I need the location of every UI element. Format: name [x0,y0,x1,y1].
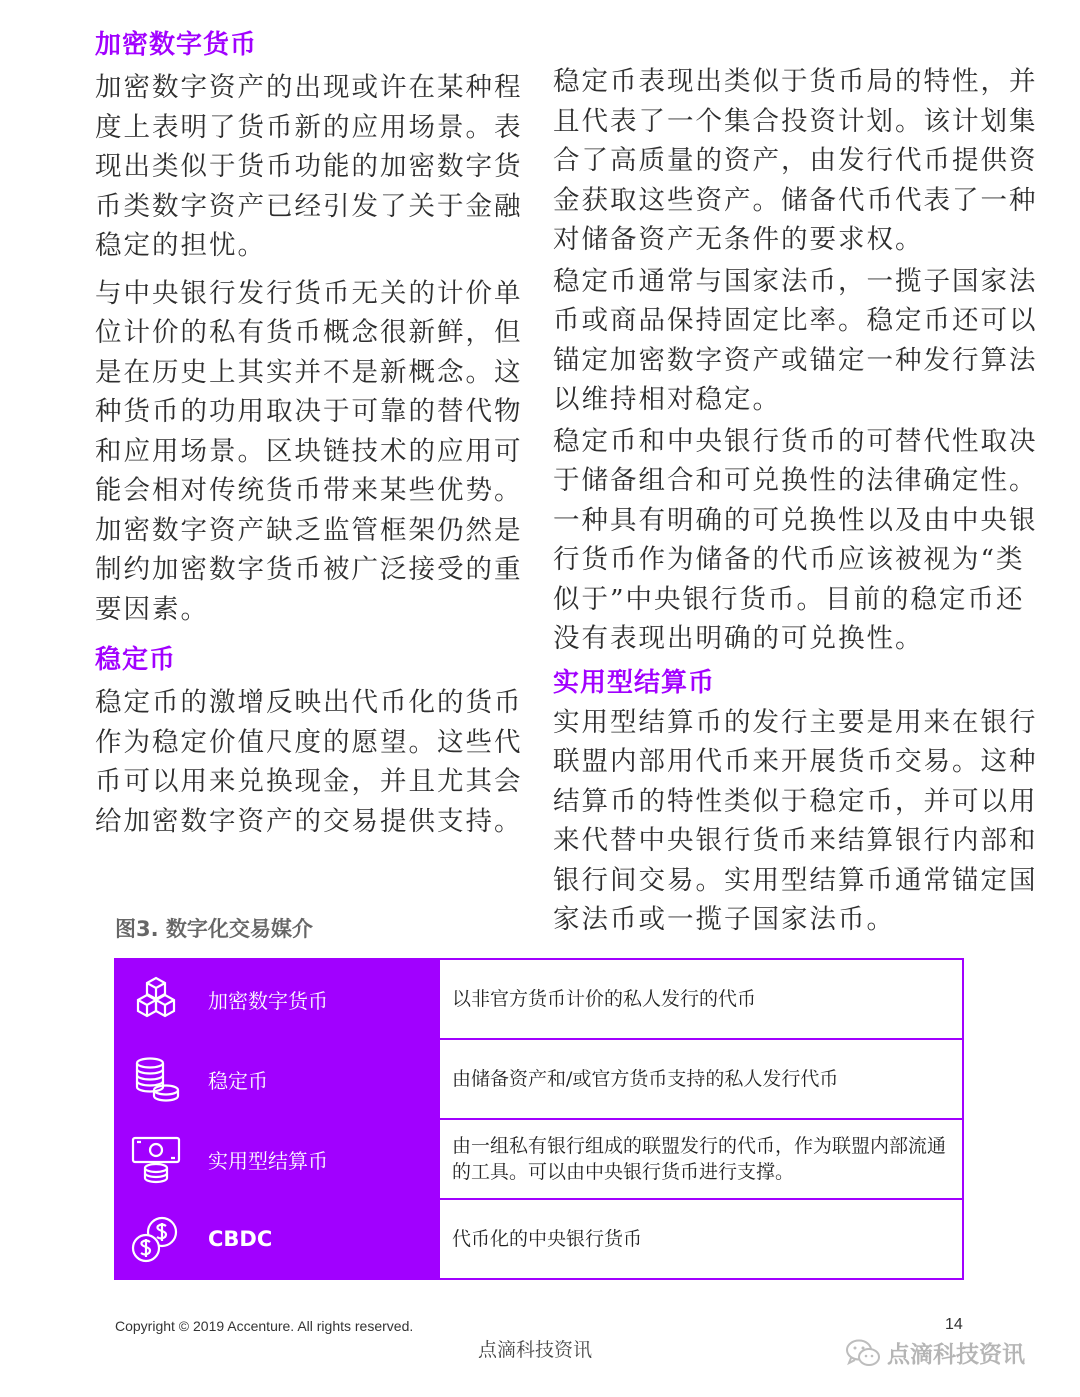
paragraph: 与中央银行发行货币无关的计价单位计价的私有货币概念很新鲜，但是在历史上其实并不是新概念。这种货币的功用取决于可靠的替代物和应用场景。区块链技术的应用可能会相对传统货币带来某些优势。加密数字资产缺乏监管框架仍然是制约加密数字货币被广泛接受的重要因素。 [95,277,523,625]
figure-title: 图3. 数字化交易媒介 [115,917,313,941]
table-row [116,1120,962,1200]
table-row [116,1040,962,1120]
section-title-settlement-coin: 实用型结算币 [553,667,716,698]
digital-exchange-media-table [114,958,964,1280]
row-description: 由储备资产和/或官方货币支持的私人发行代币 [452,1068,839,1090]
coin-stack-icon [130,1054,182,1106]
watermark-text: 点滴科技资讯 [887,1342,1025,1368]
row-description: 由一组私有银行组成的联盟发行的代币，作为联盟内部流通的工具。可以由中央银行货币进行支撑。 [452,1135,947,1183]
right-column [553,62,1043,942]
section-title-crypto: 加密数字货币 [95,30,258,60]
blocks-icon [130,974,182,1026]
table-row [116,960,962,1040]
row-label: CBDC [208,1227,273,1251]
left-column [95,22,535,849]
wechat-watermark [845,1336,1025,1369]
row-description: 代币化的中央银行货币 [452,1228,643,1250]
banknote-coins-icon [130,1134,182,1186]
page-number: 14 [945,1316,963,1333]
paragraph: 实用型结算币的发行主要是用来在银行联盟内部用代币来开展货币交易。这种结算币的特性类似于稳定币，并可以用来代替中央银行货币来结算银行内部和银行间交易。实用型结算币通常锚定国家法币或一揽子国家法币。 [553,706,1038,935]
paragraph: 加密数字资产的出现或许在某种程度上表明了货币新的应用场景。表现出类似于货币功能的加密数字货币类数字资产已经引发了关于金融稳定的担忧。 [95,72,523,261]
row-label: 加密数字货币 [208,988,328,1013]
dollar-coins-icon [130,1214,182,1266]
paragraph: 稳定币通常与国家法币，一揽子国家法币或商品保持固定比率。稳定币还可以锚定加密数字资产或锚定一种发行算法以维持相对稳定。 [553,265,1038,415]
row-label: 稳定币 [208,1068,268,1093]
copyright-notice: Copyright © 2019 Accenture. All rights reserved. [115,1318,414,1334]
row-label: 实用型结算币 [208,1148,328,1173]
paragraph: 稳定币的激增反映出代币化的货币作为稳定价值尺度的愿望。这些代币可以用来兑换现金，并且尤其会给加密数字资产的交易提供支持。 [95,687,523,837]
row-description: 以非官方货币计价的私人发行的代币 [452,988,757,1010]
table-row [116,1200,962,1280]
paragraph: 稳定币表现出类似于货币局的特性，并且代表了一个集合投资计划。该计划集合了高质量的资产，由发行代币提供资金获取这些资产。储备代币代表了一种对储备资产无条件的要求权。 [553,66,1038,255]
footer-source: 点滴科技资讯 [478,1339,593,1361]
wechat-icon [845,1338,881,1368]
section-title-stablecoin: 稳定币 [95,645,177,675]
paragraph: 稳定币和中央银行货币的可替代性取决于储备组合和可兑换性的法律确定性。一种具有明确的可兑换性以及由中央银行货币作为储备的代币应该被视为“类似于”中央银行货币。目前的稳定币还没有表现出明确的可兑换性。 [553,425,1038,654]
